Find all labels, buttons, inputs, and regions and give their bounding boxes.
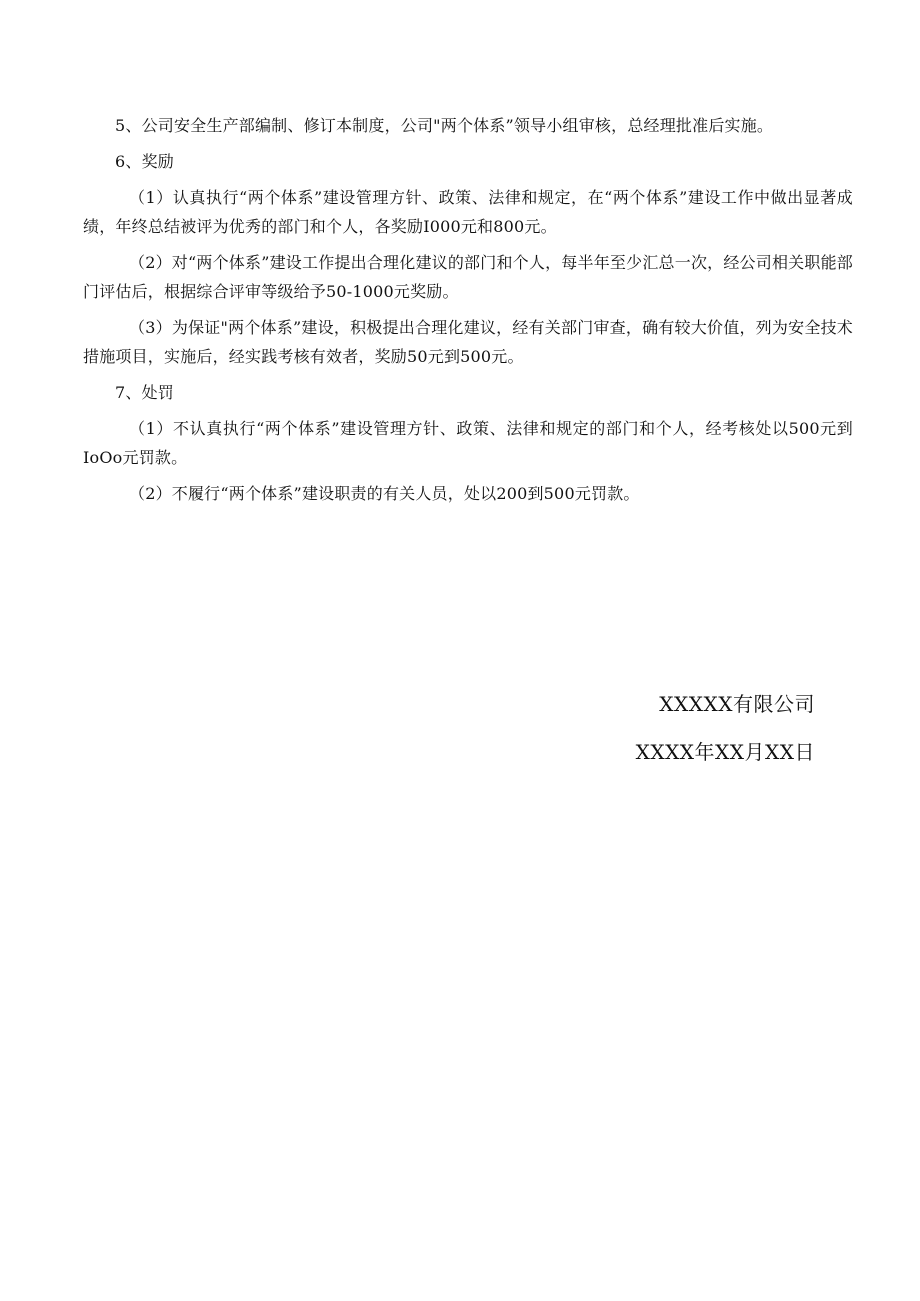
reward-item-2: （2）对“两个体系”建设工作提出合理化建议的部门和个人，每半年至少汇总一次，经公司相关职能部门评估后，根据综合评审等级给予50-1000元奖励。 <box>83 253 853 301</box>
reward-item-1: （1）认真执行“两个体系”建设管理方针、政策、法律和规定，在“两个体系”建设工作中做出显著成绩，年终总结被评为优秀的部门和个人，各奖励I000元和800元。 <box>83 188 853 236</box>
signature-block <box>636 680 815 776</box>
section-heading-rewards: 6、奖励 <box>115 152 174 171</box>
penalty-item-1: （1）不认真执行“两个体系”建设管理方针、政策、法律和规定的部门和个人，经考核处以500元到IoOo元罚款。 <box>83 419 853 467</box>
section-heading-penalties: 7、处罚 <box>115 383 174 402</box>
company-name: XXXXX有限公司 <box>659 692 815 716</box>
clause-5-paragraph: 5、公司安全生产部编制、修订本制度，公司"两个体系”领导小组审核，总经理批准后实施。 <box>115 116 774 135</box>
penalty-item-2: （2）不履行“两个体系”建设职责的有关人员，处以200到500元罚款。 <box>129 484 640 503</box>
document-body <box>83 111 853 515</box>
reward-item-3: （3）为保证"两个体系”建设，积极提出合理化建议，经有关部门审查，确有较大价值，列为安全技术措施项目，实施后，经实践考核有效者，奖励50元到500元。 <box>83 318 853 366</box>
signature-date: XXXX年XX月XX日 <box>635 740 815 764</box>
